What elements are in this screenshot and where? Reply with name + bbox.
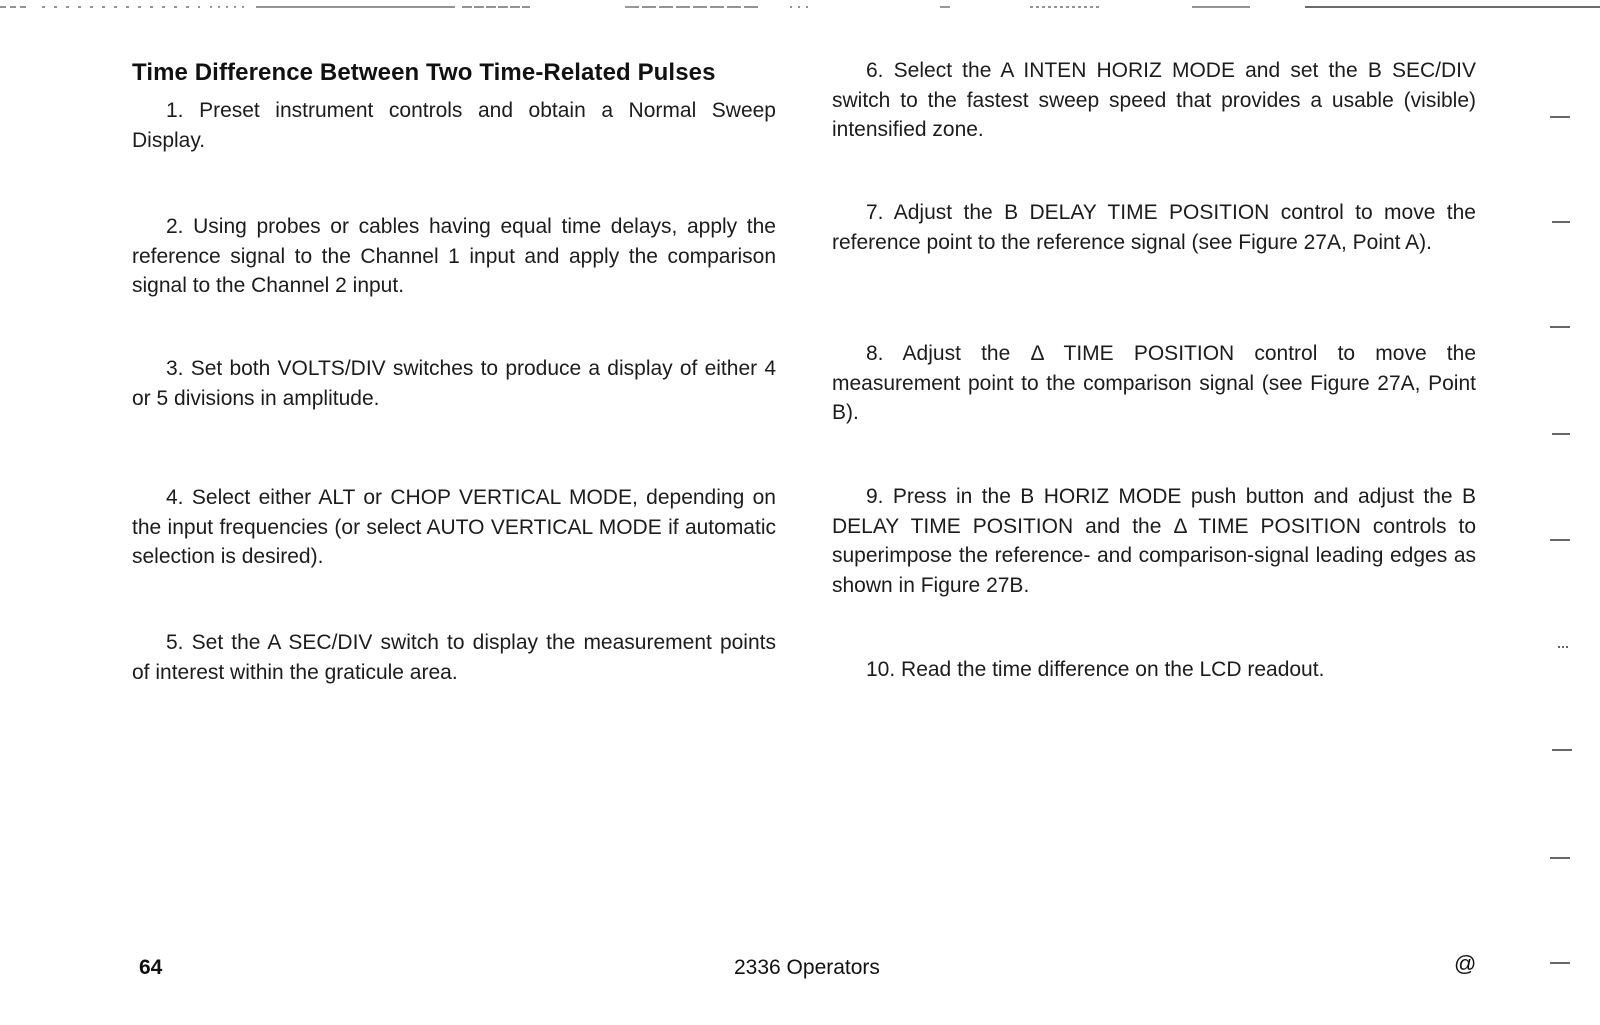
section-heading: Time Difference Between Two Time-Related Pulses bbox=[132, 59, 716, 86]
step-7: 7. Adjust the B DELAY TIME POSITION control to move the reference point to the reference signal (see Figure 27A, Point A). bbox=[832, 201, 1476, 254]
step-4: 4. Select either ALT or CHOP VERTICAL MODE, depending on the input frequencies (or select AUTO VERTICAL MODE if automatic selection is desired). bbox=[132, 486, 776, 568]
step-10: 10. Read the time difference on the LCD readout. bbox=[866, 658, 1325, 681]
step-5: 5. Set the A SEC/DIV switch to display the measurement points of interest within the graticule area. bbox=[132, 631, 776, 684]
publisher-mark: @ bbox=[1454, 951, 1477, 976]
left-column bbox=[132, 54, 776, 684]
step-3: 3. Set both VOLTS/DIV switches to produce a display of either 4 or 5 divisions in amplitude. bbox=[132, 357, 776, 410]
step-8: 8. Adjust the Δ TIME POSITION control to move the measurement point to the comparison signal (see Figure 27A, Point B). bbox=[832, 342, 1476, 424]
manual-title: 2336 Operators bbox=[734, 956, 880, 979]
step-2: 2. Using probes or cables having equal time delays, apply the reference signal to the Channel 1 input and apply the comparison signal to the Channel 2 input. bbox=[132, 215, 776, 297]
top-scan-rules bbox=[0, 0, 1600, 12]
edge-scan-marks bbox=[1540, 0, 1580, 1025]
step-1: 1. Preset instrument controls and obtain a Normal Sweep Display. bbox=[132, 99, 776, 152]
page-number: 64 bbox=[139, 956, 163, 979]
step-6: 6. Select the A INTEN HORIZ MODE and set the B SEC/DIV switch to the fastest sweep speed that provides a usable (visible) intensified zone. bbox=[832, 59, 1476, 141]
step-9: 9. Press in the B HORIZ MODE push button and adjust the B DELAY TIME POSITION and the Δ TIME POSITION controls to superimpose the reference- and comparison-signal leading edges as shown in Figure 27B. bbox=[832, 485, 1476, 597]
